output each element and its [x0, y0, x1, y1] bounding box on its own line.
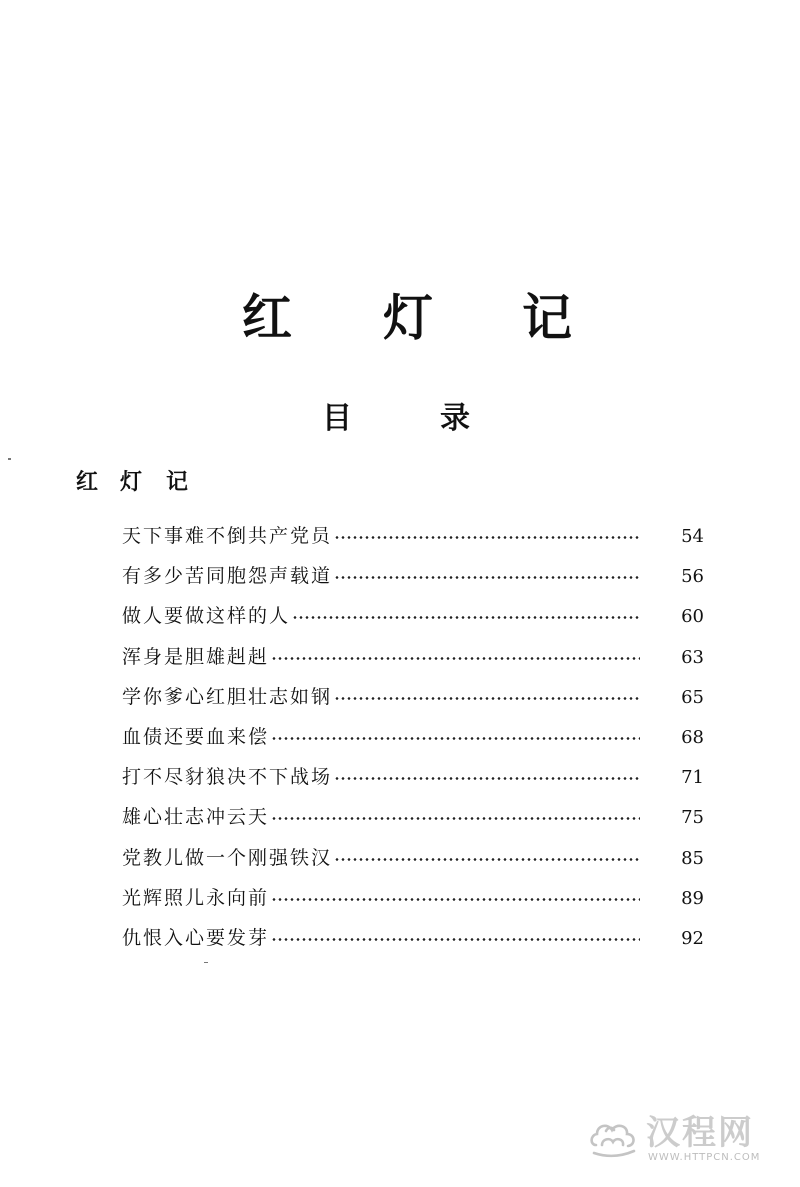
- toc-entry-title: 雄心壮志冲云天: [122, 806, 270, 829]
- toc-entry-title: 打不尽豺狼决不下战场: [122, 766, 333, 789]
- cloud-logo-icon: [588, 1115, 640, 1163]
- book-title: [0, 283, 800, 353]
- dot-leader: [271, 882, 640, 904]
- toc-entry-title: 浑身是胆雄赳赳: [122, 645, 270, 668]
- toc-entry-page: 89: [681, 887, 704, 909]
- toc-entry-page: 68: [681, 726, 704, 748]
- book-title-char: 记: [522, 289, 572, 347]
- toc-entry-title: 仇恨入心要发芽: [122, 926, 270, 949]
- toc-entry-page: 56: [681, 566, 704, 588]
- toc-entry-title: 天下事难不倒共产党员: [122, 525, 333, 547]
- toc-entry-title: 有多少苦同胞怨声载道: [122, 565, 333, 588]
- toc-entry[interactable]: [122, 882, 704, 922]
- toc-entry-page: 54: [681, 526, 704, 547]
- toc-entry-title: 学你爹心红胆壮志如钢: [122, 685, 333, 708]
- toc-entry-title: 光辉照儿永向前: [122, 886, 270, 909]
- book-title-char: 灯: [383, 289, 433, 347]
- scan-speck: [204, 962, 208, 963]
- toc-entry[interactable]: [122, 520, 704, 560]
- toc-heading-char: 录: [440, 401, 470, 436]
- toc-entry-page: 65: [681, 686, 704, 708]
- toc-entry-page: 85: [681, 847, 704, 869]
- dot-leader: [271, 641, 640, 663]
- toc-heading: [0, 397, 800, 441]
- toc-entry-page: 92: [681, 927, 704, 949]
- dot-leader: [334, 842, 640, 864]
- toc-entry-page: 60: [681, 606, 704, 628]
- toc-heading-char: 目: [322, 401, 352, 436]
- toc-entry[interactable]: [122, 681, 704, 721]
- toc-entry[interactable]: [122, 721, 704, 761]
- watermark-url: WWW.HTTPCN.COM: [648, 1152, 761, 1163]
- dot-leader: [334, 761, 640, 783]
- toc-entry-page: 75: [681, 807, 704, 829]
- dot-leader: [271, 721, 640, 743]
- toc-entry[interactable]: [122, 600, 704, 640]
- toc-entry[interactable]: [122, 801, 704, 841]
- toc-entry[interactable]: [122, 761, 704, 801]
- toc-entry-title: 党教儿做一个刚强铁汉: [122, 846, 333, 869]
- toc-entry-title: 做人要做这样的人: [122, 605, 291, 628]
- toc-entry[interactable]: [122, 922, 704, 962]
- section-heading-char: 红: [76, 470, 99, 495]
- book-title-char: 红: [242, 289, 292, 347]
- toc-entry-page: 71: [681, 767, 704, 789]
- toc-entry-title: 血债还要血来偿: [122, 725, 270, 748]
- toc-entry[interactable]: [122, 842, 704, 882]
- dot-leader: [292, 600, 640, 622]
- toc-entry[interactable]: [122, 560, 704, 600]
- toc-list: [122, 520, 704, 962]
- watermark-name: 汉程网: [646, 1113, 754, 1153]
- watermark: [588, 1111, 778, 1171]
- section-heading-char: 记: [166, 470, 189, 495]
- dot-leader: [271, 922, 640, 944]
- dot-leader: [334, 560, 640, 582]
- toc-entry[interactable]: [122, 641, 704, 681]
- toc-entry-page: 63: [681, 646, 704, 668]
- section-heading: [76, 466, 276, 500]
- scan-speck: [8, 458, 11, 460]
- dot-leader: [334, 681, 640, 703]
- dot-leader: [271, 801, 640, 823]
- section-heading-char: 灯: [120, 470, 143, 495]
- dot-leader: [334, 520, 640, 542]
